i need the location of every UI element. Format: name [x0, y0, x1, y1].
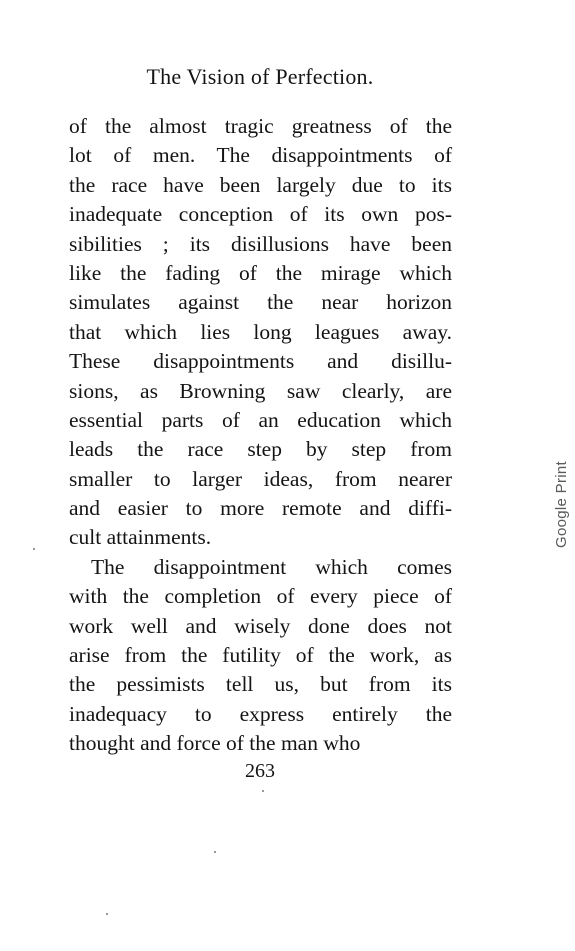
text-line: sibilities ; its disillusions have been [69, 231, 452, 256]
google-print-watermark: Google Print [553, 461, 570, 548]
text-line: with the completion of every piece of [69, 584, 452, 609]
text-line: thought and force of the man who [69, 731, 361, 756]
text-line: inadequate conception of its own pos- [69, 202, 452, 227]
print-speck [262, 790, 264, 792]
text-line: lot of men. The disappointments of [69, 143, 452, 168]
text-line: These disappointments and disillu- [69, 349, 452, 374]
text-line: leads the race step by step from [69, 437, 452, 462]
text-line: sions, as Browning saw clearly, are [69, 378, 452, 403]
text-line: inadequacy to express entirely the [69, 701, 452, 726]
text-line: The disappointment which comes [91, 554, 452, 579]
print-speck [214, 851, 216, 853]
print-speck [106, 913, 108, 915]
text-line: of the almost tragic greatness of the [69, 114, 452, 138]
text-line: arise from the futility of the work, as [69, 643, 452, 668]
running-head: The Vision of Perfection. [146, 64, 374, 89]
text-line: cult attainments. [69, 525, 212, 550]
text-line: and easier to more remote and diffi- [69, 496, 452, 521]
paragraph [69, 553, 452, 759]
text-line: the race have been largely due to its [69, 172, 452, 197]
text-line: the pessimists tell us, but from its [69, 672, 452, 697]
text-line: that which lies long leagues away. [69, 319, 452, 344]
text-line: simulates against the near horizon [69, 290, 452, 315]
text-line: work well and wisely done does not [69, 613, 452, 638]
text-line: like the fading of the mirage which [69, 260, 452, 285]
paragraph [69, 112, 452, 553]
body-text [69, 112, 452, 759]
text-line: smaller to larger ideas, from nearer [69, 466, 452, 491]
text-line: essential parts of an education which [69, 407, 452, 432]
print-speck [33, 548, 35, 550]
page-number: 263 [245, 760, 275, 782]
